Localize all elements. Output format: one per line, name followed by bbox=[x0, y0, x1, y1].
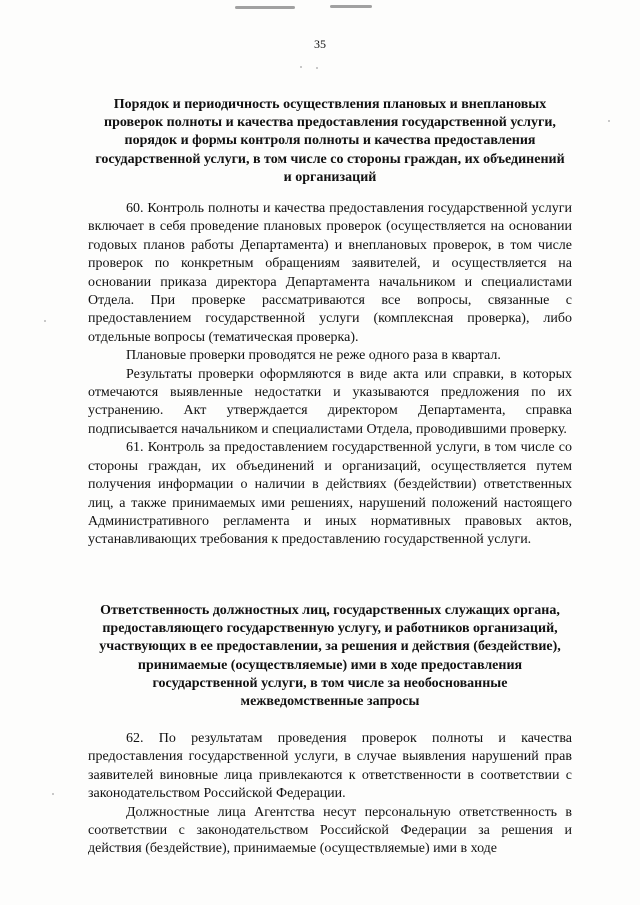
scan-artifact bbox=[235, 6, 295, 9]
page-number: 35 bbox=[314, 37, 326, 51]
paragraph-61: 61. Контроль за предоставлением государственной услуги, в том числе со стороны граждан, их объединений и организаций, осуществляется путем получения информации о наличии в действиях (бездействии) ответственных лиц, а также принимаемых ими решениях, нарушений положений настоящего Административного регламента и иных нормативных правовых актов, устанавливающих требования к предоставлению государственной услуги. bbox=[88, 440, 572, 548]
section-body-control bbox=[88, 200, 572, 550]
paragraph-check-results: Результаты проверки оформляются в виде акта или справки, в которых отмечаются выявленные недостатки и указываются предложения по их устранению. Акт утверждается директором Департамента, справка подписывается начальником и специалистами Отдела, проводившими проверку. bbox=[88, 366, 572, 437]
paragraph-officials-responsibility: Должностные лица Агентства несут персональную ответственность в соответствии с законодательством Российской Федерации за решения и действия (бездействие), принимаемые (осуществляемые) ими в ходе bbox=[88, 804, 572, 857]
scan-speck bbox=[608, 120, 610, 122]
scan-speck bbox=[52, 793, 54, 795]
scan-speck bbox=[44, 320, 46, 322]
scan-speck bbox=[300, 66, 302, 68]
paragraph-62: 62. По результатам проведения проверок полноты и качества предоставления государственной услуги, в случае выявления нарушений прав заявителей виновные лица привлекаются к ответственности в соответствии с законодательством Российской Федерации. bbox=[88, 731, 572, 802]
scan-speck bbox=[316, 67, 318, 69]
section-heading-responsibility: Ответственность должностных лиц, государственных служащих органа, предоставляющего государственную услугу, и работников организаций, участвующих в ее предоставлении, за решения и действия (бездействие), принимаемые (осуществляемые) ими в ходе предоставления государственной услуги, в том числе за необоснованные межведомственные запросы bbox=[99, 603, 561, 710]
section-heading-control: Порядок и периодичность осуществления плановых и внеплановых проверок полноты и качества предоставления государственной услуги, порядок и формы контроля полноты и качества предоставления государственной услуги, в том числе со стороны граждан, их объединений и организаций bbox=[95, 97, 565, 185]
scan-artifact bbox=[330, 5, 372, 8]
paragraph-planned-checks: Плановые проверки проводятся не реже одного раза в квартал. bbox=[126, 348, 501, 364]
section-body-responsibility bbox=[88, 730, 572, 859]
paragraph-60: 60. Контроль полноты и качества предоставления государственной услуги включает в себя проведение плановых проверок (осуществляется на основании годовых планов работы Департамента) и внеплановых проверок, в том числе проверок по конкретным обращениям заявителей, и осуществляется на основании приказа директора Департамента начальником и специалистами Отдела. При проверке рассматриваются все вопросы, связанные с предоставлением государственной услуги (комплексная проверка), либо отдельные вопросы (тематическая проверка). bbox=[88, 201, 572, 345]
